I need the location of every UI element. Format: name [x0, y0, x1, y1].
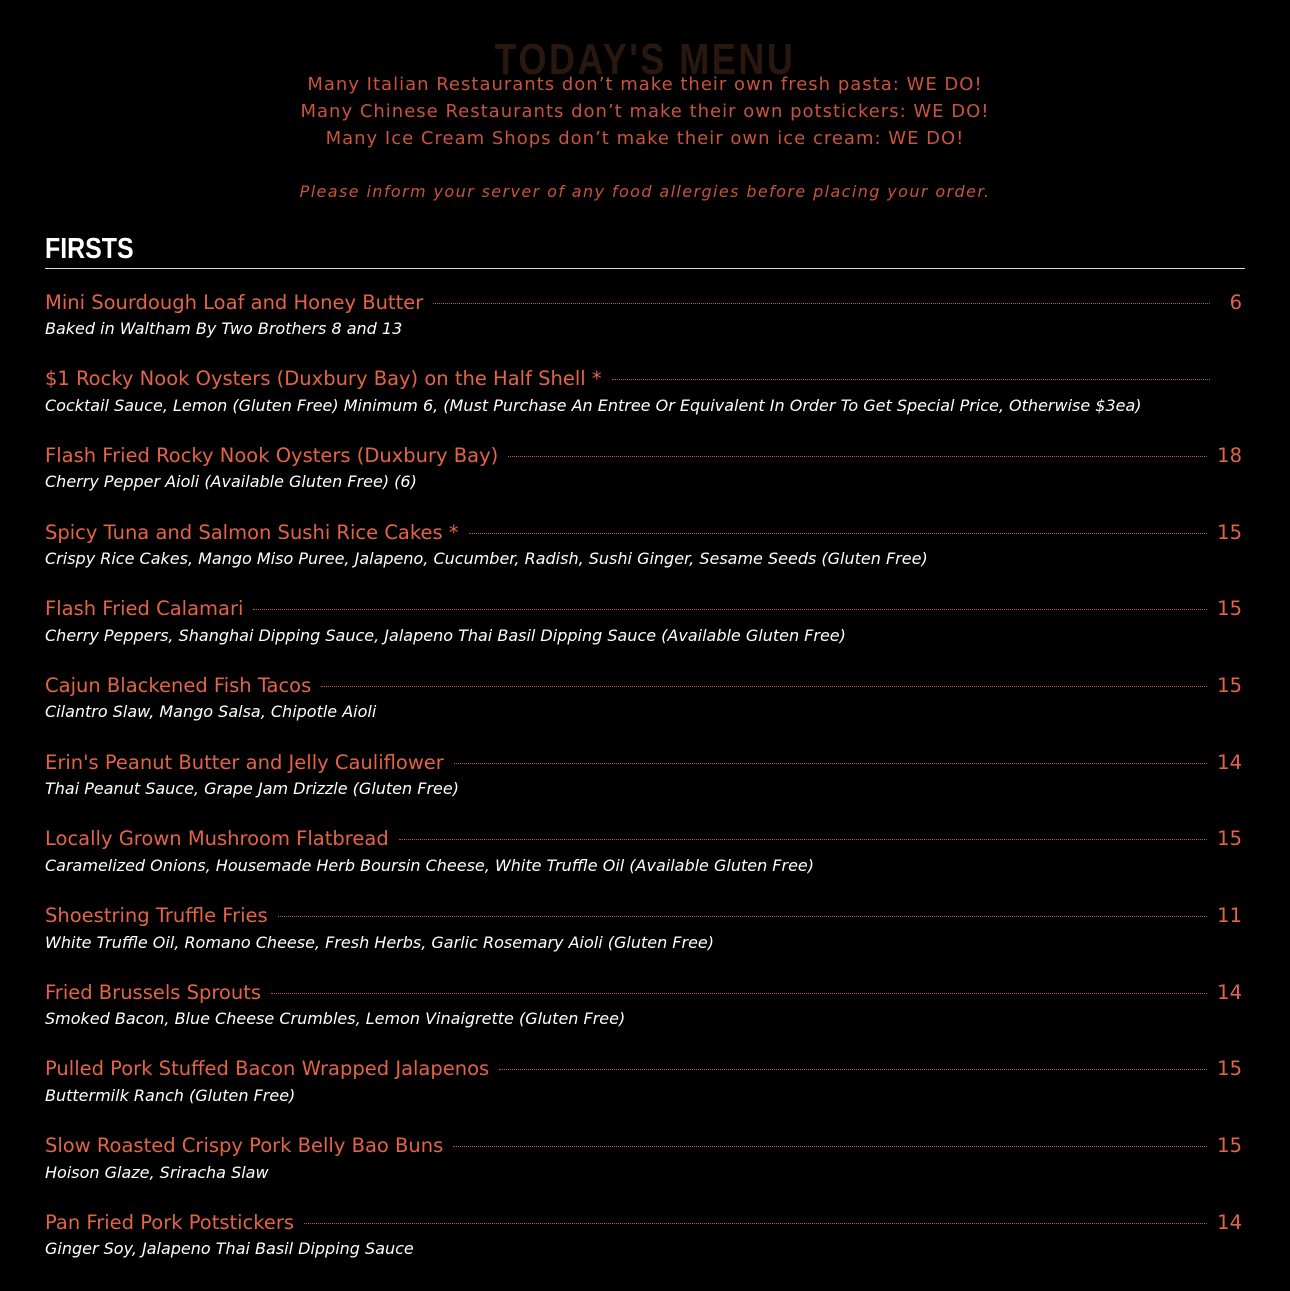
page-title: TODAY'S MENU	[494, 35, 796, 84]
leader-dots	[453, 1146, 1207, 1147]
menu-item-price: 15	[1217, 1134, 1242, 1158]
menu-item-description: Hoison Glaze, Sriracha Slaw	[45, 1162, 269, 1182]
allergy-notice: Please inform your server of any food allergies before placing your order.	[299, 182, 991, 201]
leader-dots	[508, 456, 1207, 457]
menu-item-description: Crispy Rice Cakes, Mango Miso Puree, Jalapeno, Cucumber, Radish, Sushi Ginger, Sesame Seeds (Gluten Free)	[45, 549, 928, 569]
menu-item-description: Cilantro Slaw, Mango Salsa, Chipotle Aioli	[45, 702, 377, 722]
leader-dots	[612, 379, 1210, 380]
intro-line: Many Chinese Restaurants don’t make their own potstickers: WE DO!	[300, 101, 990, 122]
intro-text	[0, 71, 1290, 152]
menu-item-price: 15	[1217, 597, 1242, 621]
intro-line: Many Italian Restaurants don’t make their own fresh pasta: WE DO!	[307, 74, 983, 95]
menu-item-name: Mini Sourdough Loaf and Honey Butter	[45, 290, 424, 314]
menu-item-name: Locally Grown Mushroom Flatbread	[45, 827, 389, 851]
menu-item-name: Fried Brussels Sprouts	[45, 980, 262, 1004]
leader-dots	[253, 609, 1207, 610]
leader-dots	[399, 839, 1207, 840]
menu-item-name: Spicy Tuna and Salmon Sushi Rice Cakes *	[45, 520, 459, 544]
menu-item-name: Erin's Peanut Butter and Jelly Cauliflower	[45, 750, 444, 774]
menu-item-price: 14	[1217, 980, 1242, 1004]
menu-item-name: Pulled Pork Stuffed Bacon Wrapped Jalapenos	[45, 1057, 490, 1081]
menu-item-price: 6	[1229, 290, 1242, 314]
leader-dots	[304, 1223, 1207, 1224]
menu-item-description: White Truffle Oil, Romano Cheese, Fresh Herbs, Garlic Rosemary Aioli (Gluten Free)	[45, 932, 715, 952]
menu-item-price: 11	[1217, 904, 1242, 927]
leader-dots	[499, 1069, 1207, 1070]
menu-item	[45, 672, 1245, 749]
menu-item	[45, 596, 1245, 673]
menu-item	[45, 289, 1245, 366]
menu-item-name: Cajun Blackened Fish Tacos	[45, 673, 312, 697]
menu-item	[45, 442, 1245, 519]
menu-item	[45, 366, 1245, 443]
leader-dots	[454, 763, 1207, 764]
menu-item-description: Buttermilk Ranch (Gluten Free)	[45, 1085, 296, 1105]
menu-item-name: Pan Fried Pork Potstickers	[45, 1210, 295, 1234]
section-divider	[45, 268, 1245, 269]
menu-item-name: $1 Rocky Nook Oysters (Duxbury Bay) on the Half Shell *	[45, 367, 602, 391]
menu-item	[45, 903, 1245, 980]
leader-dots	[321, 686, 1207, 687]
leader-dots	[271, 993, 1207, 994]
menu-item	[45, 1133, 1245, 1210]
leader-dots	[469, 533, 1208, 534]
menu-item-name: Flash Fried Rocky Nook Oysters (Duxbury Bay)	[45, 443, 499, 467]
intro-line: Many Ice Cream Shops don’t make their own ice cream: WE DO!	[325, 128, 965, 149]
menu-item	[45, 1209, 1245, 1286]
menu-item	[45, 1056, 1245, 1133]
menu-item-name: Slow Roasted Crispy Pork Belly Bao Buns	[45, 1134, 444, 1158]
menu-item	[45, 749, 1245, 826]
menu-item-price: 14	[1217, 750, 1242, 774]
menu-item	[45, 979, 1245, 1056]
section-title: FIRSTS	[45, 233, 134, 265]
menu-item-description: Caramelized Onions, Housemade Herb Boursin Cheese, White Truffle Oil (Available Gluten Free)	[45, 855, 815, 875]
menu-item-price: 15	[1217, 1057, 1242, 1081]
menu-item-description: Smoked Bacon, Blue Cheese Crumbles, Lemon Vinaigrette (Gluten Free)	[45, 1009, 626, 1029]
menu-item-description: Cherry Peppers, Shanghai Dipping Sauce, Jalapeno Thai Basil Dipping Sauce (Available Gluten Free)	[45, 625, 846, 645]
menu-item-description: Baked in Waltham By Two Brothers 8 and 13	[45, 319, 403, 338]
menu-item-price: 15	[1217, 520, 1242, 544]
menu-item-price: 15	[1217, 827, 1242, 851]
menu-item	[45, 519, 1245, 596]
menu-item-price: 18	[1217, 443, 1242, 467]
menu-item-name: Flash Fried Calamari	[45, 597, 244, 621]
menu-item-description: Cherry Pepper Aioli (Available Gluten Free) (6)	[45, 472, 417, 492]
menu-item	[45, 826, 1245, 903]
menu-item-description: Thai Peanut Sauce, Grape Jam Drizzle (Gluten Free)	[45, 779, 459, 799]
menu-item-description: Ginger Soy, Jalapeno Thai Basil Dipping Sauce	[45, 1239, 414, 1259]
menu-item-name: Shoestring Truffle Fries	[45, 904, 268, 927]
leader-dots	[278, 916, 1207, 917]
menu-item-price: 15	[1217, 673, 1242, 697]
menu-item-description: Cocktail Sauce, Lemon (Gluten Free) Minimum 6, (Must Purchase An Entree Or Equivalent In Order To Get Special Price, Otherwise $3ea)	[45, 395, 1142, 415]
leader-dots	[433, 303, 1210, 304]
menu-items-list	[45, 289, 1245, 1286]
menu-item-price: 14	[1217, 1210, 1242, 1234]
